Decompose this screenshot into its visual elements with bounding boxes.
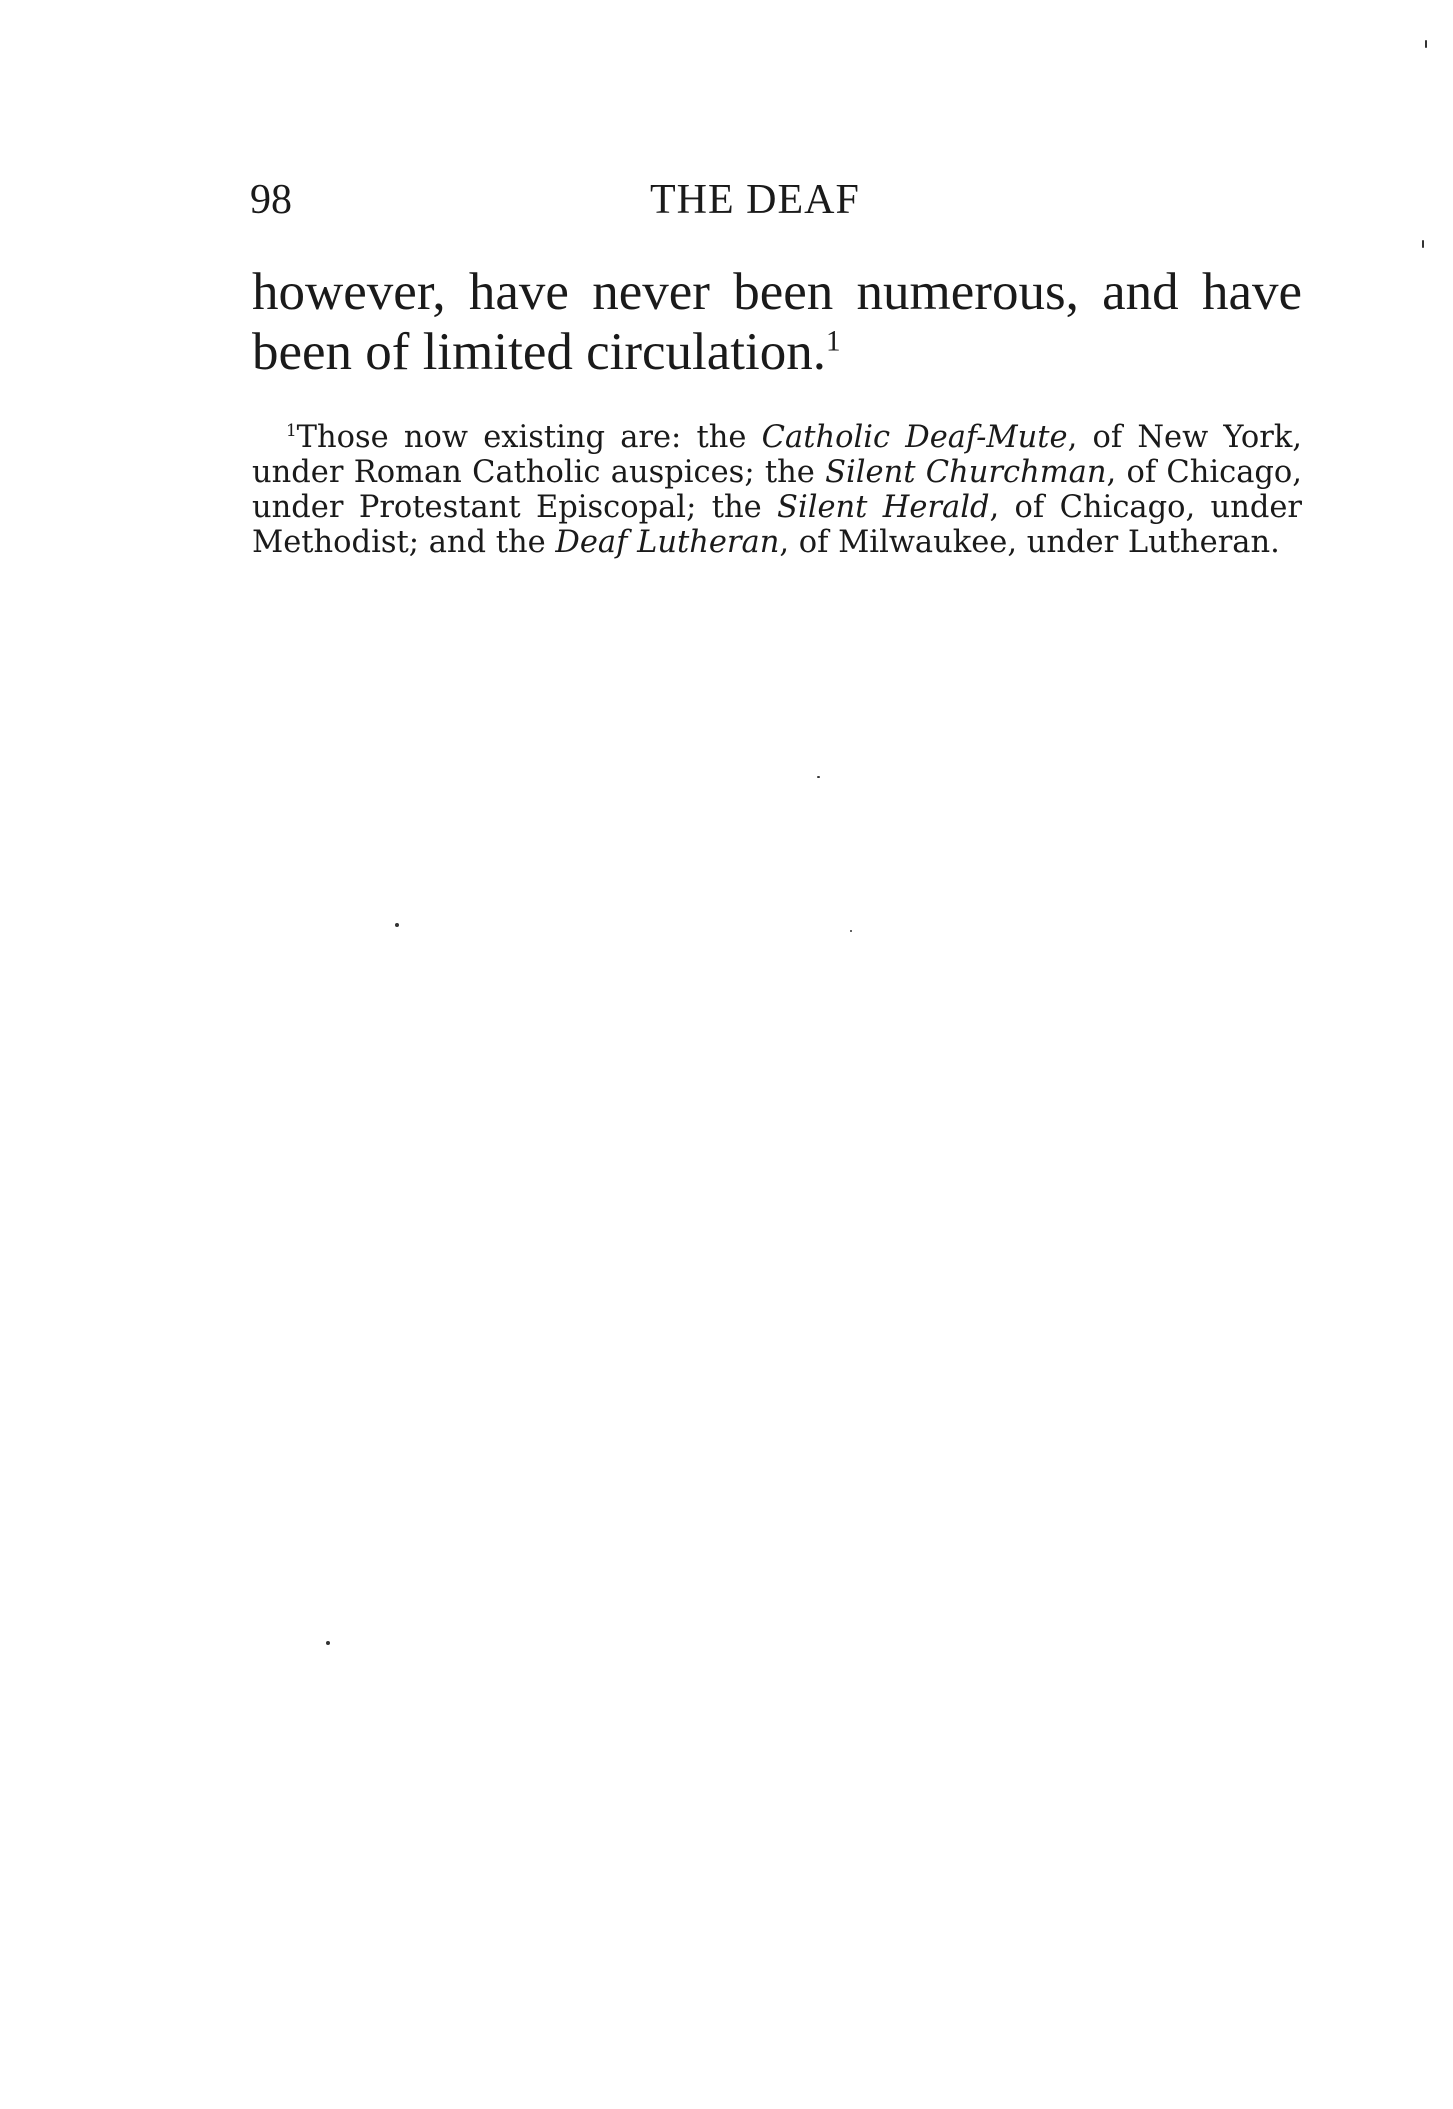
publication-title: Silent Churchman [825, 455, 1107, 490]
scan-speck [326, 1641, 330, 1645]
scan-speck [1422, 240, 1424, 248]
footnote-text-part: , of Chicago, under Methodist; and the [252, 490, 1302, 560]
running-title: THE DEAF [650, 177, 860, 223]
footnote-marker: 1 [286, 419, 297, 440]
footnote-reference: 1 [825, 325, 841, 358]
footnote [252, 420, 1302, 560]
running-head [250, 170, 1300, 230]
scan-speck [395, 923, 399, 927]
scan-speck [817, 776, 820, 778]
scan-speck [850, 930, 852, 932]
page-number: 98 [250, 177, 292, 223]
body-paragraph [252, 262, 1302, 382]
footnote-text-part: , of Milwaukee, under Lutheran. [779, 525, 1280, 560]
publication-title: Deaf Lutheran [555, 525, 780, 560]
body-text: however, have never been numerous, and have been of limited circulation. [252, 263, 1302, 381]
publication-title: Catholic Deaf-Mute [761, 420, 1068, 455]
footnote-text-part: , of New York, under Roman Catholic auspices; the [252, 420, 1302, 490]
publication-title: Silent Herald [777, 490, 990, 525]
footnote-text-part: Those now existing are: the [296, 420, 762, 455]
scan-speck [1425, 40, 1427, 48]
footnote-text-part: , of Chicago, under Protestant Episcopal; the [252, 455, 1302, 525]
